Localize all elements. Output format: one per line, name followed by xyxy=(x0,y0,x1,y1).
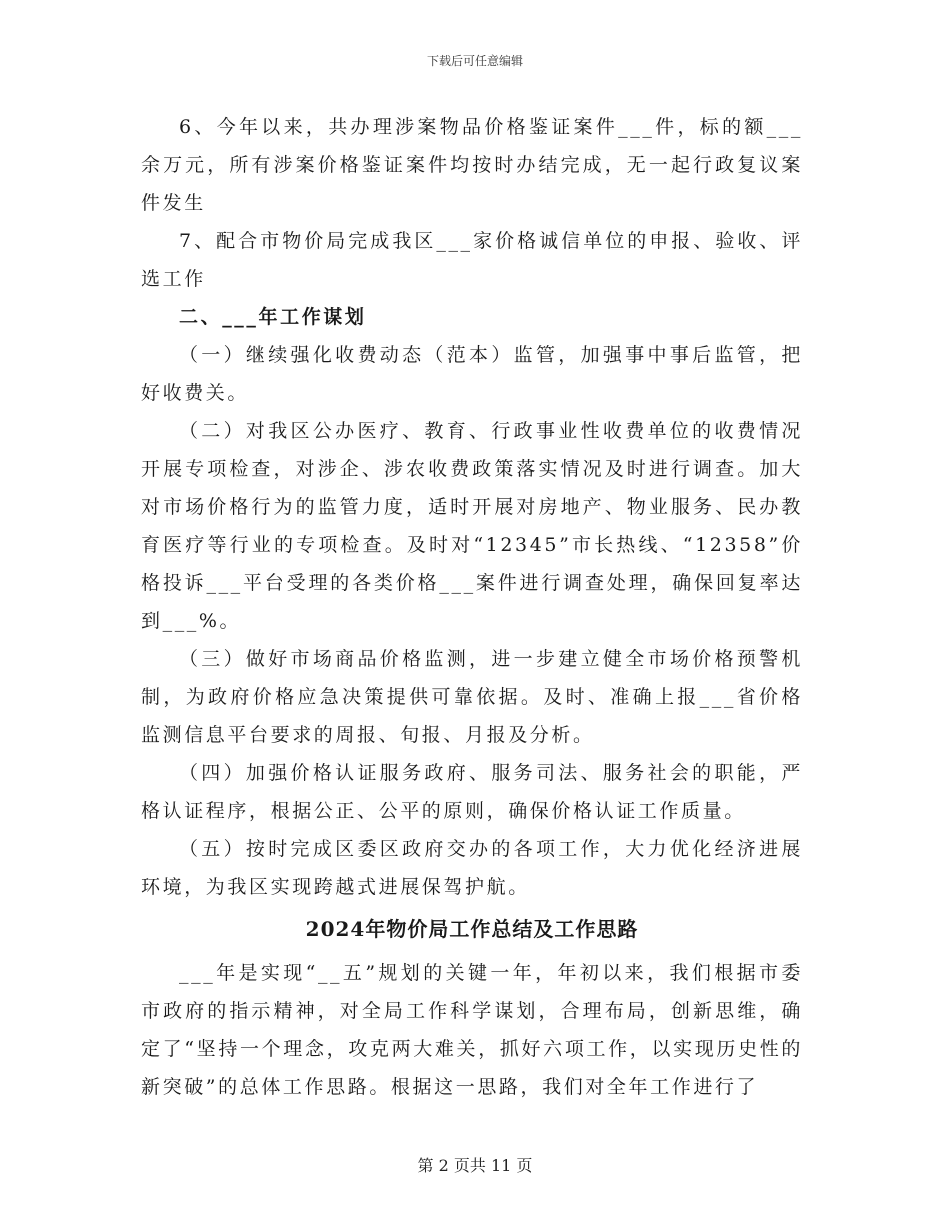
paragraph-plan-3: （三）做好市场商品价格监测，进一步建立健全市场价格预警机制，为政府价格应急决策提供可靠依据。及时、准确上报___省价格监测信息平台要求的周报、旬报、月报及分析。 xyxy=(141,648,803,746)
paragraph-intro: ___年是实现“__五”规划的关键一年，年初以来，我们根据市委市政府的指示精神，对全局工作科学谋划，合理布局，创新思维，确定了“坚持一个理念，攻克两大难关，抓好六项工作，以实现历史性的新突破”的总体工作思路。根据这一思路，我们对全年工作进行了 xyxy=(141,962,803,1098)
page-number: 第 2 页共 11 页 xyxy=(417,1156,533,1175)
paragraph-item-7: 7、配合市物价局完成我区___家价格诚信单位的申报、验收、评选工作 xyxy=(141,230,803,290)
document-title: 2024年物价局工作总结及工作思路 xyxy=(305,917,639,941)
paragraph-plan-4: （四）加强价格认证服务政府、服务司法、服务社会的职能，严格认证程序，根据公正、公平的原则，确保价格认证工作质量。 xyxy=(141,762,803,822)
section-heading-plan: 二、___年工作谋划 xyxy=(179,306,367,328)
page-header: 下载后可任意编辑 xyxy=(426,54,523,68)
document-body xyxy=(141,108,803,1106)
paragraph-plan-2: （二）对我区公办医疗、教育、行政事业性收费单位的收费情况开展专项检查，对涉企、涉农收费政策落实情况及时进行调查。加大对市场价格行为的监管力度，适时开展对房地产、物业服务、民办教育医疗等行业的专项检查。及时对“12345”市长热线、“12358”价格投诉___平台受理的各类价格___案件进行调查处理，确保回复率达到___%。 xyxy=(141,420,803,632)
paragraph-item-6: 6、今年以来，共办理涉案物品价格鉴证案件___件，标的额___余万元，所有涉案价格鉴证案件均按时办结完成，无一起行政复议案件发生 xyxy=(141,116,803,214)
paragraph-plan-1: （一）继续强化收费动态（范本）监管，加强事中事后监管，把好收费关。 xyxy=(141,344,803,404)
paragraph-plan-5: （五）按时完成区委区政府交办的各项工作，大力优化经济进展环境，为我区实现跨越式进展保驾护航。 xyxy=(141,838,803,898)
